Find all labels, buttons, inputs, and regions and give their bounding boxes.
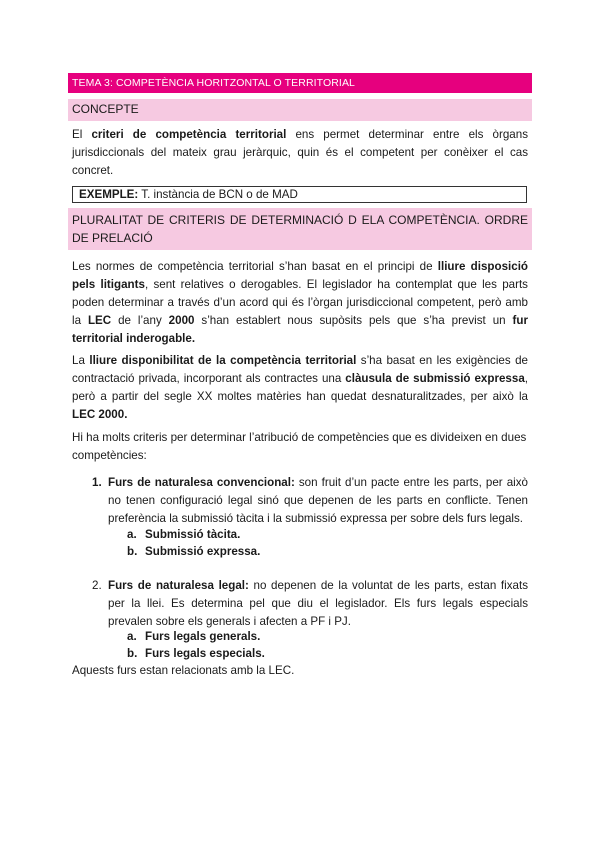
- list-item-2: Furs de naturalesa legal: no depenen de la voluntat de les parts, estan fixats per la llei. Es determina pel que diu el legislador. Els furs legals especials prevalen sobre els generals i afecten a PF i PJ.: [108, 579, 528, 628]
- topic-title: TEMA 3: COMPETÈNCIA HORITZONTAL O TERRITORIAL: [68, 73, 532, 93]
- sub-letter-1a: a.: [127, 528, 137, 541]
- example-box: [72, 186, 527, 203]
- list-number-2: 2.: [92, 579, 102, 592]
- concepte-paragraph: El criteri de competència territorial ens permet determinar entre els òrgans jurisdiccionals del mateix grau jeràrquic, quin és el competent per conèixer el cas concret.: [72, 128, 528, 177]
- closing-paragraph: Aquests furs estan relacionats amb la LEC.: [72, 664, 295, 677]
- section-heading-pluralitat: PLURALITAT DE CRITERIS DE DETERMINACIÓ D ELA COMPETÈNCIA. ORDRE DE PRELACIÓ: [68, 208, 532, 250]
- list-number-1: 1.: [92, 476, 102, 489]
- list-item-1: Furs de naturalesa convencional: son fruit d’un pacte entre les parts, per això no tenen configuració legal sinó que depenen de les parts en conflicte. Tenen preferència la submissió tàcita i la submissió expressa per sobre dels furs legals.: [108, 476, 528, 525]
- sub-item-2b: Furs legals especials.: [145, 647, 265, 660]
- sub-letter-1b: b.: [127, 545, 138, 558]
- sub-letter-2a: a.: [127, 630, 137, 643]
- pluralitat-paragraph-2: La lliure disponibilitat de la competència territorial s’ha basat en les exigències de contractació privada, incorporant als contractes una clàusula de submissió expressa, però a partir del segle XX moltes matèries han quedat desnaturalitzades, per això la LEC 2000.: [72, 354, 528, 421]
- sub-item-1a: Submissió tàcita.: [145, 528, 241, 541]
- sub-letter-2b: b.: [127, 647, 138, 660]
- pluralitat-paragraph-3: Hi ha molts criteris per determinar l’atribució de competències que es divideixen en dues competències:: [72, 431, 527, 462]
- section-heading-concepte: CONCEPTE: [68, 99, 532, 121]
- example-text: T. instància de BCN o de MAD: [138, 188, 298, 201]
- example-label: EXEMPLE:: [79, 188, 139, 201]
- sub-item-1b: Submissió expressa.: [145, 545, 261, 558]
- sub-item-2a: Furs legals generals.: [145, 630, 261, 643]
- pluralitat-paragraph-1: Les normes de competència territorial s’han basat en el principi de lliure disposició pels litigants, sent relatives o derogables. El legislador ha contemplat que les parts poden determinar a través d’un acord qui és l’òrgan jurisdiccional competent, però amb la LEC de l’any 2000 s’han establert nous supòsits pels que s’ha previst un fur territorial inderogable.: [72, 260, 528, 345]
